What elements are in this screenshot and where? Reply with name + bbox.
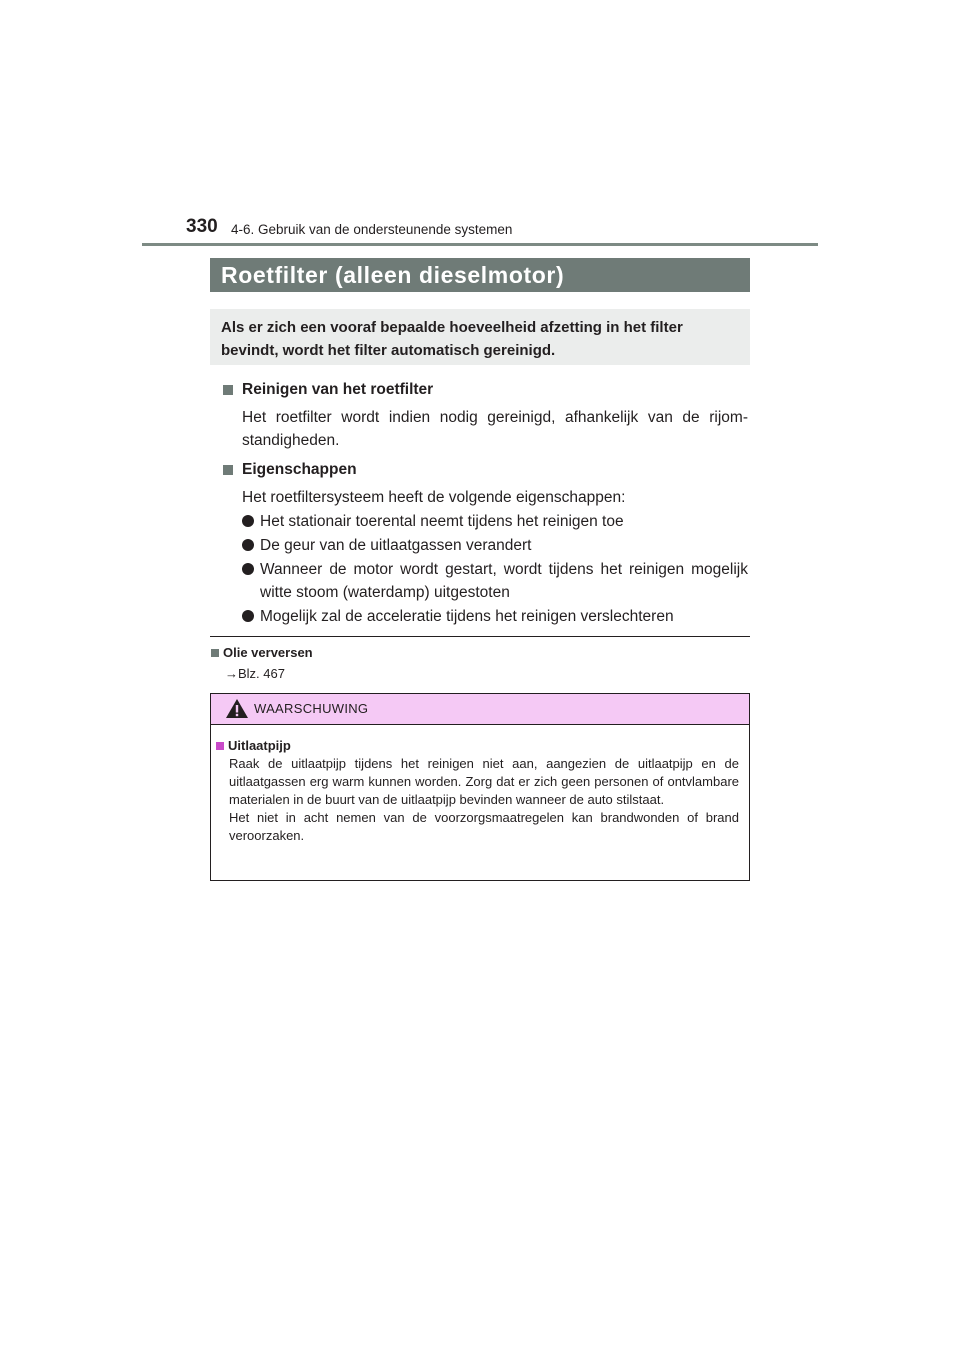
properties-heading-text: Eigenschappen: [242, 461, 357, 478]
properties-list: [222, 510, 748, 628]
square-bullet-icon: [223, 465, 233, 475]
chapter-title: 4-6. Gebruik van de ondersteunende systemen: [231, 222, 513, 237]
list-item: Mogelijk zal de acceleratie tijdens het reinigen verslechteren: [222, 605, 748, 628]
bullet-dot-icon: [242, 563, 254, 575]
list-item: Het stationair toerental neemt tijdens het reinigen toe: [222, 510, 748, 533]
warning-heading: [216, 737, 739, 755]
intro-box: Als er zich een vooraf bepaalde hoeveelheid afzetting in het filter bevindt, wordt het filter automatisch gereinigd.: [210, 309, 750, 365]
oil-heading-text: Olie verversen: [223, 645, 313, 660]
main-content: [222, 378, 748, 628]
header-rule: [142, 243, 818, 246]
square-bullet-icon: [216, 742, 224, 750]
list-item: Wanneer de motor wordt gestart, wordt tijdens het reinigen mogelijk witte stoom (waterdamp) uitgestoten: [222, 558, 748, 604]
warning-header: [211, 694, 749, 725]
warning-triangle-icon: [225, 698, 249, 719]
cleaning-heading: [222, 378, 748, 401]
warning-heading-text: Uitlaatpijp: [228, 738, 291, 753]
square-bullet-icon: [223, 385, 233, 395]
warning-box: [210, 693, 750, 881]
list-item: De geur van de uitlaatgassen verandert: [222, 534, 748, 557]
bullet-dot-icon: [242, 539, 254, 551]
warning-text: Raak de uitlaatpijp tijdens het reinigen niet aan, aangezien de uitlaatpijp en de uitlaatgassen erg warm kunnen worden. Zorg dat er zich geen personen of ontvlambare materialen in de buurt van de uitlaatpijp bevinden wanneer de auto stilstaat.: [229, 756, 739, 807]
page-reference-link[interactable]: →Blz. 467: [225, 666, 285, 681]
warning-body: [211, 725, 749, 845]
cleaning-heading-text: Reinigen van het roetfilter: [242, 381, 434, 398]
bullet-dot-icon: [242, 610, 254, 622]
section-title: Roetfilter (alleen dieselmotor): [210, 258, 750, 292]
cleaning-text: Het roetfilter wordt indien nodig gereinigd, afhankelijk van de rijom-standigheden.: [242, 409, 748, 449]
oil-heading: [210, 645, 313, 660]
page-number: 330: [186, 216, 218, 237]
bullet-dot-icon: [242, 515, 254, 527]
section-divider: [210, 636, 750, 637]
square-bullet-icon: [211, 649, 219, 657]
warning-title: WAARSCHUWING: [254, 701, 369, 716]
properties-intro: Het roetfiltersysteem heeft de volgende eigenschappen:: [242, 489, 626, 506]
warning-text: Het niet in acht nemen van de voorzorgsmaatregelen kan brandwonden of brand veroorzaken.: [229, 810, 739, 843]
properties-heading: [222, 458, 748, 481]
